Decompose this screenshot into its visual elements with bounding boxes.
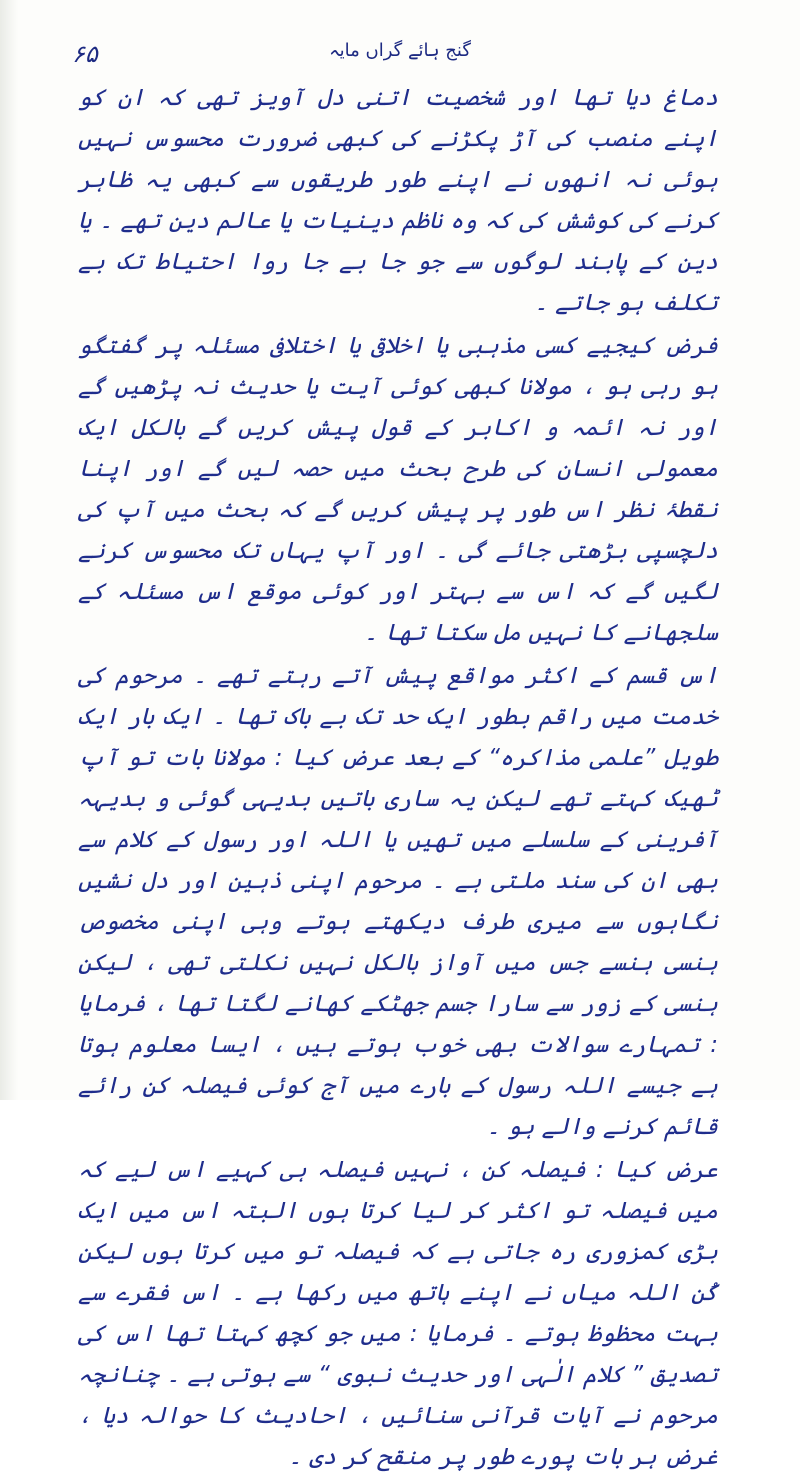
paragraph-4: عرض کیا : فیصلہ کن ، نہیں فیصلہ ہی کہیے اس لیے کہ میں فیصلہ تو اکثر کر لیا کرتا ہوں البتہ اس میں ایک بڑی کمزوری رہ جاتی ہے کہ فیصلہ تو میں کرتا ہوں لیکن کُن اللہ میاں نے اپنے ہاتھ میں رکھا ہے ۔ اس فقرے سے بہت محظوظ ہوتے ۔ فرمایا : میں جو کچھ کہتا تھا اس کی تصدیق ” کلام الٰہی اور حدیث نبوی “ سے ہوتی ہے ۔ چنانچہ مرحوم نے آیات قرآنی سنائیں ، احادیث کا حوالہ دیا ، غرض ہر بات پورے طور پر منقح کر دی ۔ [78, 1157, 718, 1470]
paragraph-3: اس قسم کے اکثر مواقع پیش آتے رہتے تھے ۔ مرحوم کی خدمت میں راقم بطور ایک حد تک بے باک تھا ۔ ایک بار ایک طویل ”علمی مذاکرہ“ کے بعد عرض کیا : مولانا بات تو آپ ٹھیک کہتے تھے لیکن یہ ساری باتیں بدیہی گوئی و بدیہہ آفرینی کے سلسلے میں تھیں یا اللہ اور رسول کے کلام سے بھی ان کی سند ملتی ہے ۔ مرحوم اپنی ذہین اور دل نشیں نگاہوں سے میری طرف دیکھتے ہوتے وہی اپنی مخصوص ہنسی ہنسے جس میں آواز بالکل نہیں نکلتی تھی ، لیکن ہنسی کے زور سے سارا جسم جھٹکے کھانے لگتا تھا ، فرمایا : تمہارے سوالات بھی خوب ہوتے ہیں ، ایسا معلوم ہوتا ہے جیسے اللہ رسول کے بارے میں آج کوئی فیصلہ کن رائے قائم کرنے والے ہو ۔ [78, 663, 718, 1140]
page-number: ۶۵ [72, 40, 98, 68]
paragraph-2: فرض کیجیے کسی مذہبی یا اخلاقی یا اختلافی مسئلہ پر گفتگو ہو رہی ہو ، مولانا کبھی کوئی آیت یا حدیث نہ پڑھیں گے اور نہ ائمہ و اکابر کے قول پیش کریں گے بالکل ایک معمولی انسان کی طرح بحث میں حصہ لیں گے اور اپنا نقطۂ نظر اس طور پر پیش کریں گے کہ بحث میں آپ کی دلچسپی بڑھتی جائے گی ۔ اور آپ یہاں تک محسوس کرنے لگیں گے کہ اس سے بہتر اور کوئی موقع اس مسئلہ کے سلجھانے کا نہیں مل سکتا تھا ۔ [78, 333, 718, 646]
body-text [78, 78, 718, 1480]
page-edge-shadow [0, 0, 18, 1100]
running-head: گنج ہائے گراں مایہ [329, 40, 471, 61]
paragraph-1: دماغ دیا تھا اور شخصیت اتنی دل آویز تھی کہ ان کو اپنے منصب کی آڑ پکڑنے کی کبھی ضرورت محسوس نہیں ہوئی نہ انھوں نے اپنے طور طریقوں سے کبھی یہ ظاہر کرنے کی کوشش کی کہ وہ ناظم دینیات یا عالم دین تھے ۔ یا دین کے پابند لوگوں سے جو جا بے جا روا احتیاط تک بے تکلف ہو جاتے ۔ [78, 85, 718, 316]
